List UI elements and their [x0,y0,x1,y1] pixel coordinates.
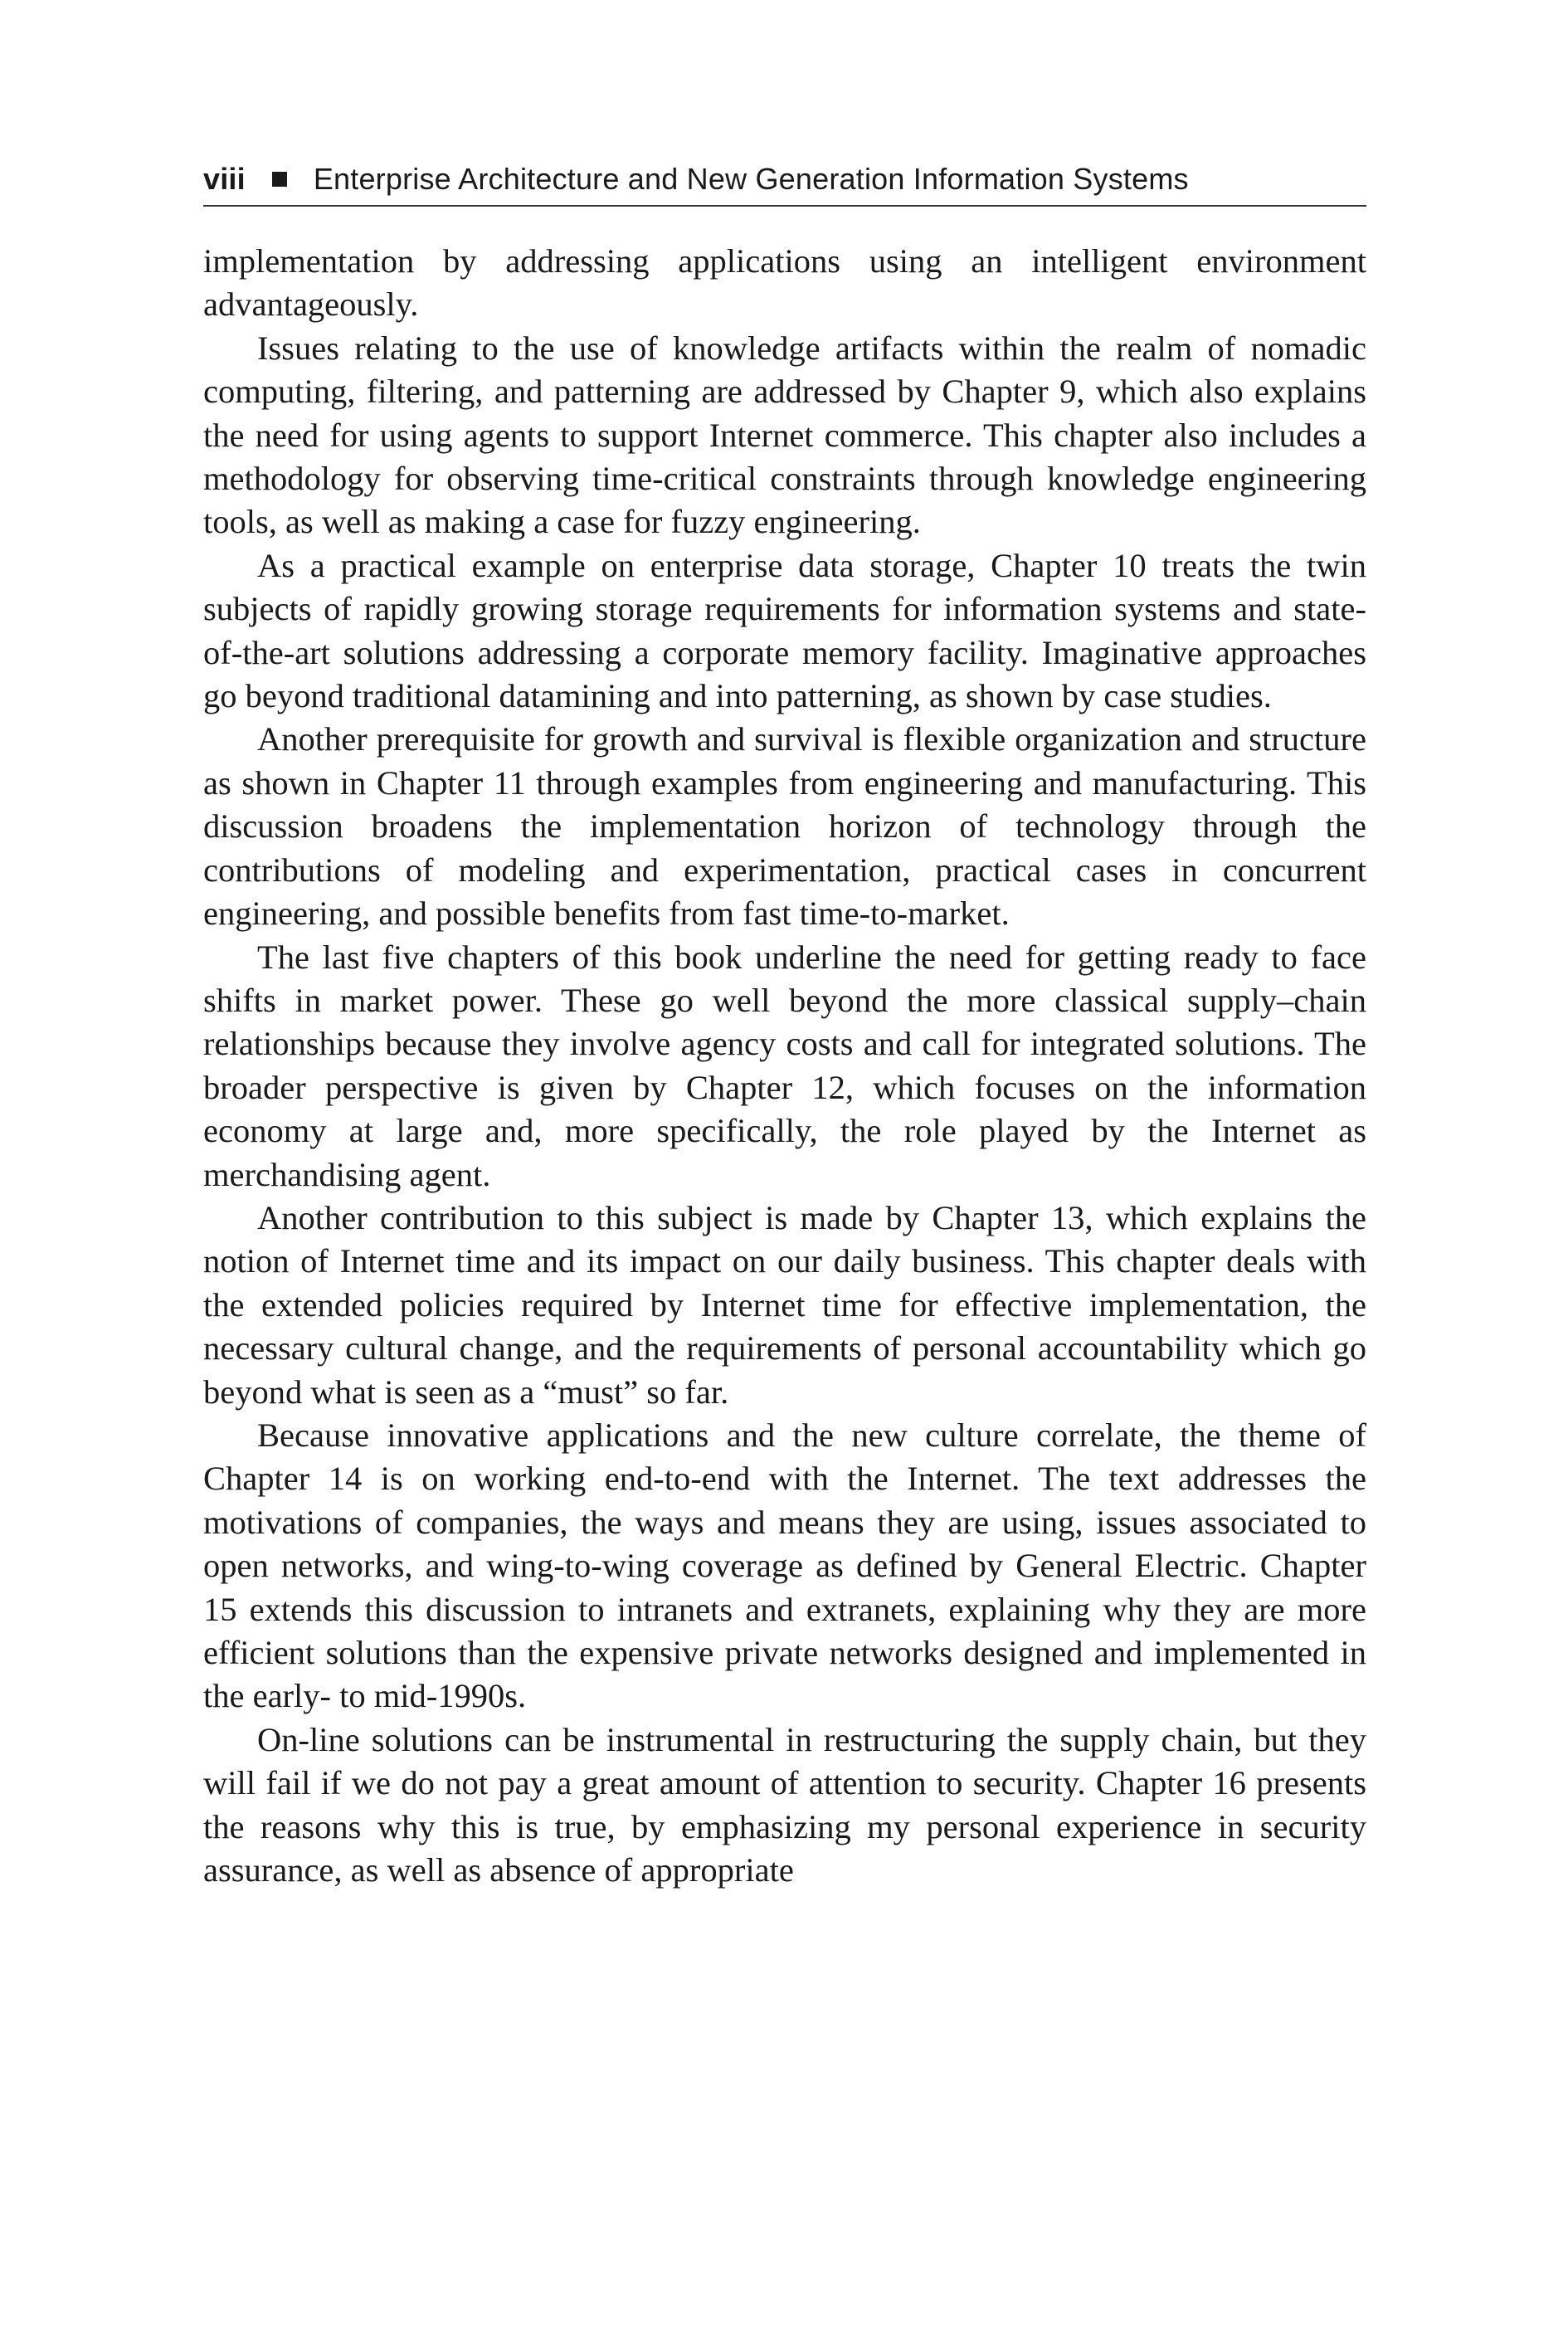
paragraph: On-line solutions can be instrumental in restructuring the supply chain, but they will fail if we do not pay a great amount of attention to security. Chapter 16 presents the reasons why this is true, by emphasizing my personal experience in security assurance, as well as absence of appropriate [203,1720,1366,1889]
square-bullet-icon [272,172,287,187]
paragraph: Because innovative applications and the new culture correlate, the theme of Chapter 14 is on working end-to-end with the Internet. The text addresses the motivations of companies, the ways and means they are using, issues associated to open networks, and wing-to-wing coverage as defined by General Electric. Chapter 15 extends this discussion to intranets and extranets, explaining why they are more efficient solutions than the expensive private networks designed and implemented in the early- to mid-1990s. [203,1416,1366,1715]
paragraph: Another prerequisite for growth and survival is flexible organization and structure as shown in Chapter 11 through examples from engineering and manufacturing. This discussion broadens the implementation horizon of technology through the contributions of modeling and experimentation, practical cases in concurrent engineering, and possible benefits from fast time-to-market. [203,720,1366,933]
paragraph: Another contribution to this subject is made by Chapter 13, which explains the notion of Internet time and its impact on our daily business. This chapter deals with the extended policies required by Internet time for effective implementation, the necessary cultural change, and the requirements of personal accountability which go beyond what is seen as a “must” so far. [203,1198,1366,1411]
book-title: Enterprise Architecture and New Generation Information Systems [313,162,1189,196]
paragraph: Issues relating to the use of knowledge artifacts within the realm of nomadic computing, filtering, and patterning are addressed by Chapter 9, which also explains the need for using agents to support Internet commerce. This chapter also includes a methodology for observing time-critical constraints through knowledge engineering tools, as well as making a case for fuzzy engineering. [203,329,1366,541]
paragraph: The last five chapters of this book underline the need for getting ready to face shifts in market power. These go well beyond the more classical supply–chain relationships because they involve agency costs and call for integrated solutions. The broader perspective is given by Chapter 12, which focuses on the information economy at large and, more specifically, the role played by the Internet as merchandising agent. [203,938,1366,1193]
book-page [203,162,1366,1892]
body-text [203,240,1366,1892]
paragraph: As a practical example on enterprise data storage, Chapter 10 treats the twin subjects of rapidly growing storage requirements for information systems and state-of-the-art solutions addressing a corporate memory facility. Imaginative approaches go beyond traditional datamining and into patterning, as shown by case studies. [203,546,1366,715]
paragraph: implementation by addressing applications using an intelligent environment advantageously. [203,242,1366,324]
page-number: viii [203,162,246,196]
running-head [203,162,1366,207]
